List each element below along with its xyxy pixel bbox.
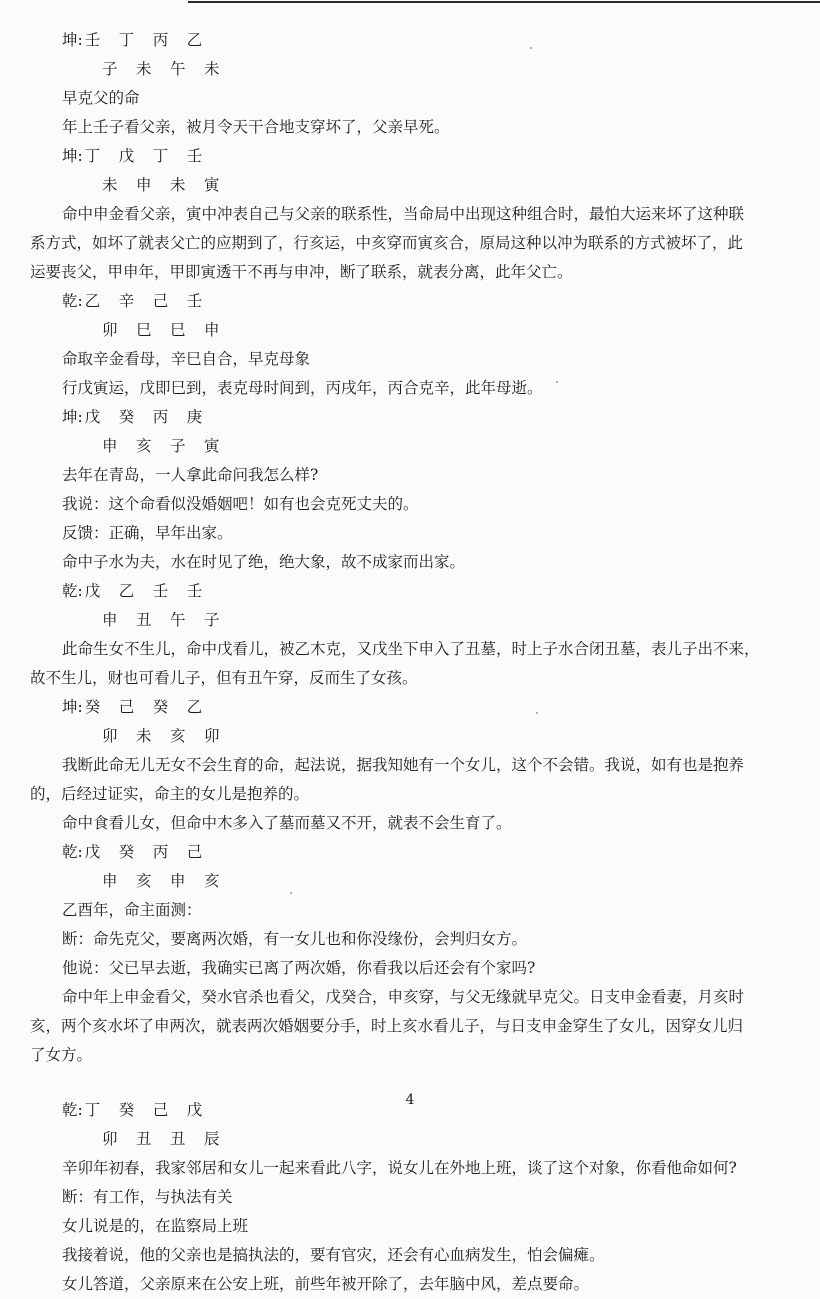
text-line: 命取辛金看母，辛巳自合，早克母象: [62, 350, 311, 368]
heavenly-stem: 壬: [84, 31, 101, 49]
text-line: 乙酉年，命主面测：: [62, 901, 202, 919]
earthly-branch: 寅: [204, 437, 220, 455]
text-line: 我说：这个命看似没婚姻吧！如有也会克死丈夫的。: [62, 495, 419, 513]
heavenly-stem: 乙: [186, 698, 203, 716]
scan-speck: [556, 381, 558, 383]
earthly-branch: 卯: [204, 727, 220, 745]
earthly-branch: 申: [204, 321, 220, 339]
bazi-chart-branches: [62, 867, 772, 896]
bazi-chart-stems: [62, 577, 772, 606]
heavenly-stem: 壬: [152, 582, 169, 600]
earthly-branch: 巳: [136, 321, 152, 339]
earthly-branch: 申: [102, 872, 118, 890]
paragraph-line: 了女方。: [30, 1046, 93, 1064]
text-line: 断：有工作，与执法有关: [62, 1188, 233, 1206]
bazi-chart-stems: [62, 142, 772, 171]
earthly-branch: 未: [204, 60, 220, 78]
text-line: 行戊寅运，戊即巳到，表克母时间到，丙戌年，丙合克辛，此年母逝。: [62, 379, 543, 397]
heavenly-stem: 戊: [84, 408, 101, 426]
earthly-branch: 寅: [204, 176, 220, 194]
scan-speck: [290, 892, 292, 894]
earthly-branch: 亥: [136, 437, 152, 455]
text-line: 早克父的命: [62, 89, 140, 107]
heavenly-stem: 丁: [152, 147, 169, 165]
paragraph-line: 此命生女不生儿，命中戊看儿，被乙木克，又戊坐下申入了丑墓，时上子水合闭丑墓，表儿子出不来，: [62, 640, 760, 658]
bazi-chart-branches: [62, 171, 772, 200]
heavenly-stem: 戊: [84, 582, 101, 600]
heavenly-stem: 乙: [186, 31, 203, 49]
earthly-branch: 未: [102, 176, 118, 194]
earthly-branch: 亥: [204, 872, 220, 890]
heavenly-stem: 丁: [84, 147, 101, 165]
earthly-branch: 卯: [102, 727, 118, 745]
heavenly-stem: 丁: [118, 31, 135, 49]
text-line: 女儿说是的，在监察局上班: [62, 1217, 249, 1235]
heavenly-stem: 辛: [118, 292, 135, 310]
earthly-branch: 亥: [136, 872, 152, 890]
heavenly-stem: 壬: [186, 582, 203, 600]
earthly-branch: 未: [170, 176, 186, 194]
earthly-branch: 丑: [136, 611, 152, 629]
earthly-branch: 子: [204, 611, 220, 629]
heavenly-stem: 癸: [118, 1101, 135, 1119]
earthly-branch: 申: [102, 437, 118, 455]
earthly-branch: 申: [170, 872, 186, 890]
scan-speck: [536, 712, 538, 714]
scan-speck: [530, 47, 532, 49]
page-number: 4: [405, 1092, 415, 1108]
earthly-branch: 亥: [170, 727, 186, 745]
earthly-branch: 丑: [136, 1130, 152, 1148]
text-line: 命中子水为夫，水在时见了绝，绝大象，故不成家而出家。: [62, 553, 466, 571]
heavenly-stem: 丙: [152, 843, 169, 861]
heavenly-stem: 壬: [186, 292, 203, 310]
bazi-chart-branches: [62, 606, 772, 635]
earthly-branch: 卯: [102, 321, 118, 339]
chart-gender: 乾:: [62, 292, 83, 310]
earthly-branch: 辰: [204, 1130, 220, 1148]
text-line: 我接着说，他的父亲也是搞执法的，要有官灾，还会有心血病发生，怕会偏瘫。: [62, 1246, 605, 1264]
chart-gender: 坤:: [62, 147, 83, 165]
bazi-chart-stems: [62, 287, 772, 316]
text-line: 辛卯年初春，我家邻居和女儿一起来看此八字，说女儿在外地上班，谈了这个对象，你看他命如何?: [62, 1159, 737, 1177]
text-line: 他说：父已早去逝，我确实已离了两次婚，你看我以后还会有个家吗?: [62, 959, 536, 977]
text-line: 去年在青岛，一人拿此命问我怎么样?: [62, 466, 319, 484]
chart-gender: 乾:: [62, 1101, 83, 1119]
text-line: 命中食看儿女，但命中木多入了墓而墓又不开，就表不会生育了。: [62, 814, 512, 832]
earthly-branch: 未: [136, 727, 152, 745]
earthly-branch: 子: [170, 437, 186, 455]
text-line: 反馈：正确，早年出家。: [62, 524, 233, 542]
bazi-chart-stems: [62, 26, 772, 55]
heavenly-stem: 癸: [152, 698, 169, 716]
text-line: 女儿答道，父亲原来在公安上班，前些年被开除了，去年脑中风，差点要命。: [62, 1275, 590, 1293]
earthly-branch: 申: [102, 611, 118, 629]
heavenly-stem: 戊: [186, 1101, 203, 1119]
paragraph-line: 的，后经过证实，命主的女儿是抱养的。: [30, 785, 310, 803]
bazi-chart-branches: [62, 55, 772, 84]
text-line: 年上壬子看父亲，被月令天干合地支穿坏了，父亲早死。: [62, 118, 450, 136]
paragraph-line: 命中年上申金看父，癸水官杀也看父，戊癸合，申亥穿，与父无缘就早克父。日支申金看妻，月亥时: [62, 988, 745, 1006]
chart-gender: 坤:: [62, 698, 83, 716]
chart-gender: 坤:: [62, 31, 83, 49]
bazi-chart-stems: [62, 838, 772, 867]
heavenly-stem: 庚: [186, 408, 203, 426]
heavenly-stem: 丙: [152, 408, 169, 426]
heavenly-stem: 戊: [84, 843, 101, 861]
bazi-chart-branches: [62, 1125, 772, 1154]
bazi-chart-branches: [62, 316, 772, 345]
earthly-branch: 卯: [102, 1130, 118, 1148]
earthly-branch: 巳: [170, 321, 186, 339]
heavenly-stem: 癸: [118, 408, 135, 426]
earthly-branch: 午: [170, 611, 186, 629]
heavenly-stem: 戊: [118, 147, 135, 165]
heavenly-stem: 丙: [152, 31, 169, 49]
text-line: 断：命先克父，要离两次婚，有一女儿也和你没缘份，会判归女方。: [62, 930, 528, 948]
heavenly-stem: 己: [186, 843, 203, 861]
paragraph-line: 亥，两个亥水坏了申两次，就表两次婚姻要分手，时上亥水看儿子，与日支申金穿生了女儿，因穿女儿归: [30, 1017, 744, 1035]
bazi-chart-stems: [62, 693, 772, 722]
earthly-branch: 未: [136, 60, 152, 78]
chart-gender: 坤:: [62, 408, 83, 426]
paragraph-line: 系方式，如坏了就表父亡的应期到了，行亥运，中亥穿而寅亥合，原局这种以冲为联系的方式被坏了，此: [30, 234, 744, 252]
heavenly-stem: 己: [118, 698, 135, 716]
earthly-branch: 丑: [170, 1130, 186, 1148]
heavenly-stem: 己: [152, 1101, 169, 1119]
bazi-chart-branches: [62, 432, 772, 461]
paragraph-line: 运要丧父，甲申年，甲即寅透干不再与申冲，断了联系，就表分离，此年父亡。: [30, 263, 573, 281]
paragraph-line: 故不生儿，财也可看儿子，但有丑午穿，反而生了女孩。: [30, 669, 418, 687]
paragraph-line: 我断此命无儿无女不会生育的命，起法说，据我知她有一个女儿，这个不会错。我说，如有也是抱养: [62, 756, 745, 774]
paragraph-line: 命中申金看父亲，寅中冲表自己与父亲的联系性，当命局中出现这种组合时，最怕大运来坏了这种联: [62, 205, 745, 223]
earthly-branch: 申: [136, 176, 152, 194]
heavenly-stem: 己: [152, 292, 169, 310]
heavenly-stem: 癸: [84, 698, 101, 716]
earthly-branch: 子: [102, 60, 118, 78]
chart-gender: 乾:: [62, 843, 83, 861]
heavenly-stem: 癸: [118, 843, 135, 861]
chart-gender: 乾:: [62, 582, 83, 600]
heavenly-stem: 壬: [186, 147, 203, 165]
earthly-branch: 午: [170, 60, 186, 78]
bazi-chart-branches: [62, 722, 772, 751]
heavenly-stem: 丁: [84, 1101, 101, 1119]
heavenly-stem: 乙: [118, 582, 135, 600]
bazi-chart-stems: [62, 403, 772, 432]
heavenly-stem: 乙: [84, 292, 101, 310]
